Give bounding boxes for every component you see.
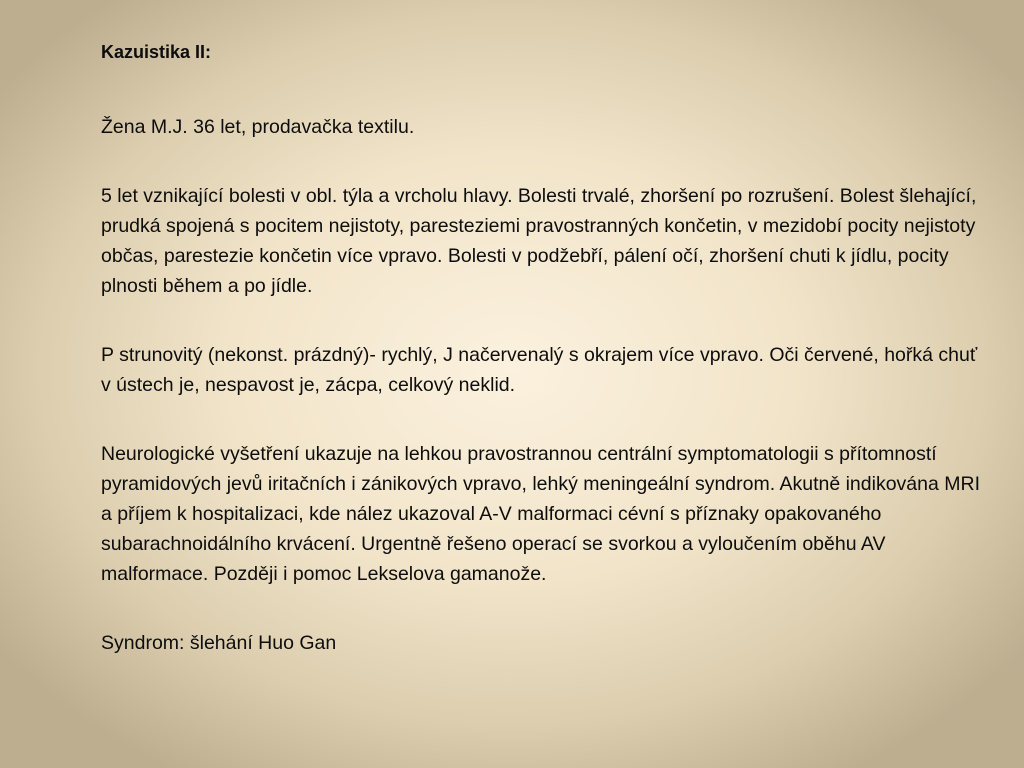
patient-info-paragraph: Žena M.J. 36 let, prodavačka textilu. — [101, 116, 415, 138]
neurology-paragraph: Neurologické vyšetření ukazuje na lehkou pravostrannou centrální symptomatologii s přítomností pyramidových jevů iritačních i zánikových vpravo, lehký meningeální syndrom. Akutně indikována MRI a příjem k hospitalizaci, kde nález ukazoval A-V malformaci cévní s příznaky opakovaného subarachnoidálního krvácení. Urgentně řešeno operací se svorkou a vyloučením oběhu AV malformace. Později i pomoc Lekselova gamanože. — [101, 443, 980, 585]
slide-title: Kazuistika II: — [101, 42, 212, 62]
slide-content — [101, 40, 981, 658]
syndrome-paragraph: Syndrom: šlehání Huo Gan — [101, 632, 337, 654]
examination-paragraph: P strunovitý (nekonst. prázdný)- rychlý, J načervenalý s okrajem více vpravo. Oči červené, hořká chuť v ústech je, nespavost je, zácpa, celkový neklid. — [101, 344, 978, 396]
symptoms-paragraph: 5 let vznikající bolesti v obl. týla a vrcholu hlavy. Bolesti trvalé, zhoršení po rozrušení. Bolest šlehající, prudká spojená s pocitem nejistoty, paresteziemi pravostranných končetin, v mezidobí pocity nejistoty občas, parestezie končetin více vpravo. Bolesti v podžebří, pálení očí, zhoršení chuti k jídlu, pocity plnosti během a po jídle. — [101, 185, 977, 297]
